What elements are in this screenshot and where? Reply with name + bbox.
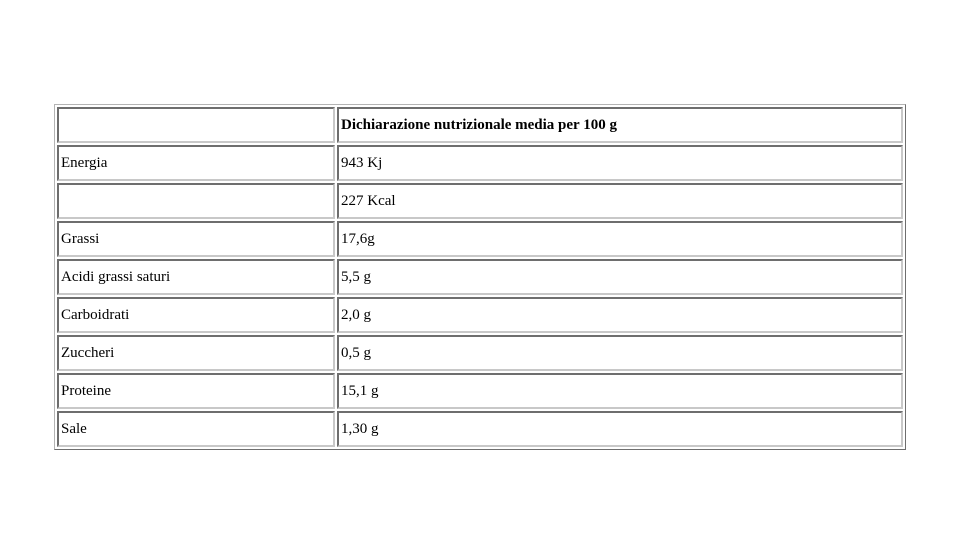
nutrient-value: 1,30 g <box>337 411 903 447</box>
nutrient-label: Zuccheri <box>57 335 335 371</box>
nutrient-label: Sale <box>57 411 335 447</box>
table-row <box>57 411 903 447</box>
table-row <box>57 221 903 257</box>
nutrient-label: Energia <box>57 145 335 181</box>
table-row <box>57 297 903 333</box>
nutrient-label <box>57 183 335 219</box>
header-label-cell <box>57 107 335 143</box>
table-row <box>57 335 903 371</box>
nutrient-value: 0,5 g <box>337 335 903 371</box>
nutrient-label: Acidi grassi saturi <box>57 259 335 295</box>
nutrient-value: 5,5 g <box>337 259 903 295</box>
nutrient-value: 943 Kj <box>337 145 903 181</box>
header-title-cell: Dichiarazione nutrizionale media per 100 g <box>337 107 903 143</box>
nutrient-value: 15,1 g <box>337 373 903 409</box>
nutrient-label: Carboidrati <box>57 297 335 333</box>
nutrient-value: 227 Kcal <box>337 183 903 219</box>
table-row <box>57 145 903 181</box>
nutrient-value: 2,0 g <box>337 297 903 333</box>
table-row <box>57 373 903 409</box>
nutrient-value: 17,6g <box>337 221 903 257</box>
nutrient-label: Proteine <box>57 373 335 409</box>
table-row <box>57 183 903 219</box>
nutrition-table <box>54 104 906 450</box>
nutrient-label: Grassi <box>57 221 335 257</box>
table-header-row <box>57 107 903 143</box>
table-row <box>57 259 903 295</box>
